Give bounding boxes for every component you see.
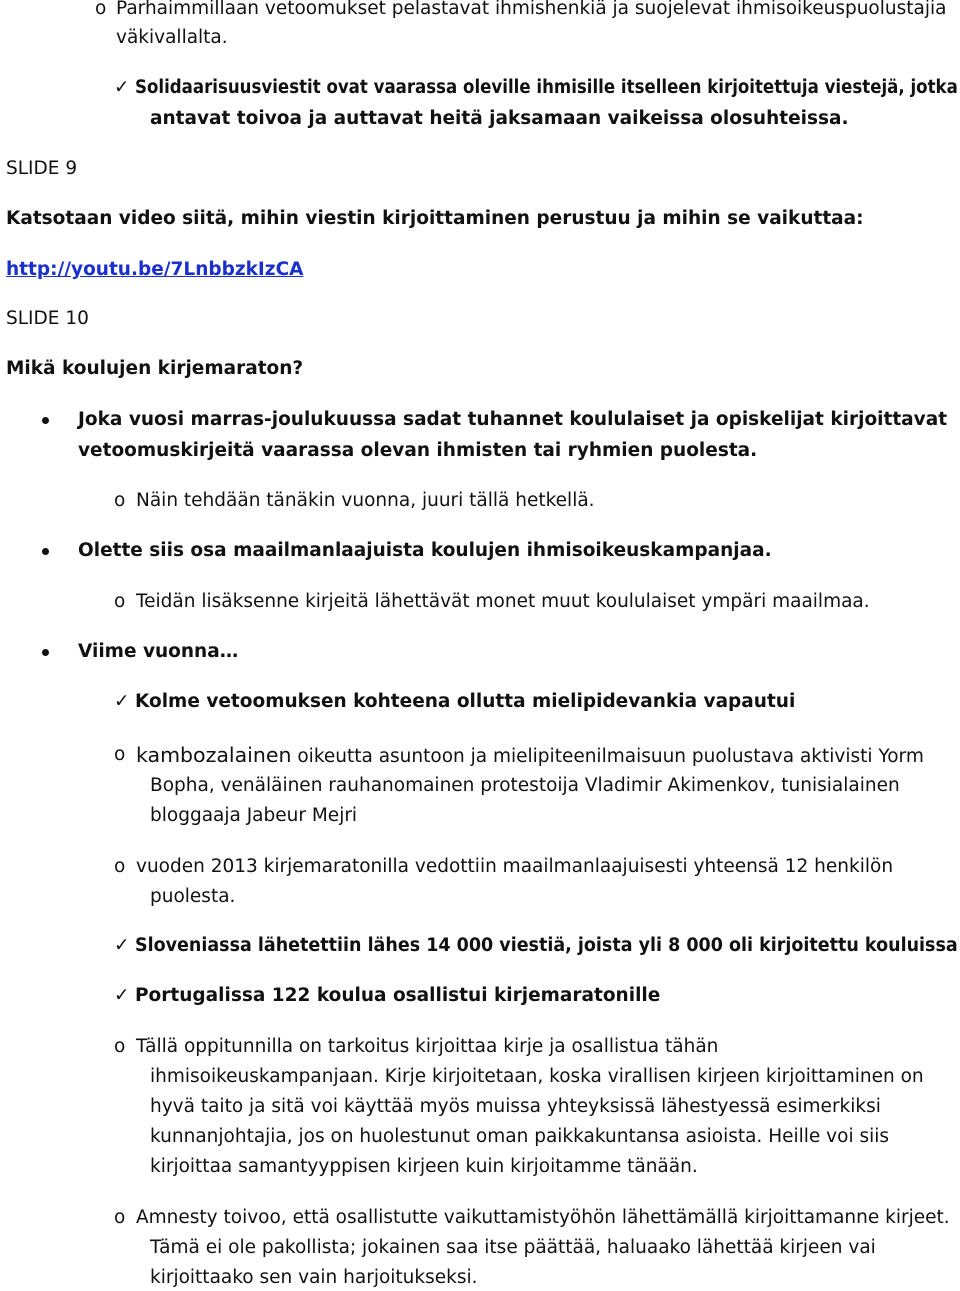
o-marker: o: [114, 490, 126, 511]
text-line: puolesta.: [150, 886, 236, 907]
text-line: antavat toivoa ja auttavat heitä jaksamaan vaikeissa olosuhteissa.: [150, 108, 849, 129]
text-line: ihmisoikeuskampanjaan. Kirje kirjoitetaan, koska virallisen kirjeen kirjoittaminen on: [150, 1066, 924, 1087]
check-icon: ✓: [114, 691, 130, 712]
text-line: kunnanjohtajia, jos on huolestunut oman paikkakuntansa asioista. Heille voi siis: [150, 1126, 890, 1147]
o-marker: o: [114, 591, 126, 612]
text-line: vuoden 2013 kirjemaratonilla vedottiin maailmanlaajuisesti yhteensä 12 henkilön: [136, 856, 894, 877]
text-line: Joka vuosi marras-joulukuussa sadat tuhannet koululaiset ja opiskelijat kirjoittavat: [78, 409, 948, 430]
check-icon: ✓: [114, 985, 130, 1006]
text-line: Portugalissa 122 koulua osallistui kirjemaratonille: [135, 985, 661, 1006]
bullet-icon: [42, 649, 49, 656]
text-line: hyvä taito ja sitä voi käyttää myös muissa yhteyksissä lähestyessä esimerkiksi: [150, 1096, 881, 1117]
video-link[interactable]: http://youtu.be/7LnbbzkIzCA: [6, 259, 304, 280]
o-marker: o: [114, 744, 126, 765]
text-line: Tämä ei ole pakollista; jokainen saa itse päättää, haluaako lähettää kirjeen vai: [150, 1237, 876, 1258]
text-line: Näin tehdään tänäkin vuonna, juuri tällä hetkellä.: [136, 490, 595, 511]
check-icon: ✓: [114, 77, 130, 98]
text-line: Viime vuonna…: [78, 641, 239, 662]
text-line: Sloveniassa lähetettiin lähes 14 000 viestiä, joista yli 8 000 oli kirjoitettu kouluissa: [135, 935, 958, 956]
text-line: Bopha, venäläinen rauhanomainen protestoija Vladimir Akimenkov, tunisialainen: [150, 775, 900, 796]
text-line: väkivallalta.: [116, 27, 228, 48]
o-marker: o: [95, 0, 107, 19]
text-line: [136, 745, 924, 767]
text-line: bloggaaja Jabeur Mejri: [150, 805, 358, 826]
o-marker: o: [114, 1036, 126, 1057]
bullet-icon: [42, 417, 49, 424]
text-line: Olette siis osa maailmanlaajuista koulujen ihmisoikeuskampanjaa.: [78, 540, 772, 561]
text-line: kirjoittaa samantyyppisen kirjeen kuin kirjoitamme tänään.: [150, 1156, 698, 1177]
text-line: Kolme vetoomuksen kohteena ollutta mielipidevankia vapautui: [135, 691, 796, 712]
text-span: oikeutta asuntoon ja mielipiteenilmaisuun puolustava aktivisti Yorm: [291, 746, 924, 767]
slide-heading: SLIDE 10: [6, 308, 89, 329]
o-marker: o: [114, 1207, 126, 1228]
text-line: Solidaarisuusviestit ovat vaarassa oleville ihmisille itselleen kirjoitettuja viestejä, jotka: [135, 77, 958, 98]
text-line: Teidän lisäksenne kirjeitä lähettävät monet muut koululaiset ympäri maailmaa.: [136, 591, 870, 612]
text-line: Amnesty toivoo, että osallistutte vaikuttamistyöhön lähettämällä kirjoittamanne kirjeet.: [136, 1207, 950, 1228]
o-marker: o: [114, 856, 126, 877]
bullet-icon: [42, 548, 49, 555]
highlight-word: kambozalainen: [136, 743, 292, 767]
text-line: Parhaimmillaan vetoomukset pelastavat ihmishenkiä ja suojelevat ihmisoikeuspuolustajia: [116, 0, 947, 19]
text-line: vetoomuskirjeitä vaarassa olevan ihmisten tai ryhmien puolesta.: [78, 440, 758, 461]
text-line: kirjoittaako sen vain harjoitukseksi.: [150, 1267, 478, 1288]
intro-text: Katsotaan video siitä, mihin viestin kirjoittaminen perustuu ja mihin se vaikuttaa:: [6, 208, 864, 229]
question-heading: Mikä koulujen kirjemaraton?: [6, 358, 304, 379]
text-line: Tällä oppitunnilla on tarkoitus kirjoittaa kirje ja osallistua tähän: [136, 1036, 719, 1057]
check-icon: ✓: [114, 935, 130, 956]
slide-heading: SLIDE 9: [6, 158, 78, 179]
